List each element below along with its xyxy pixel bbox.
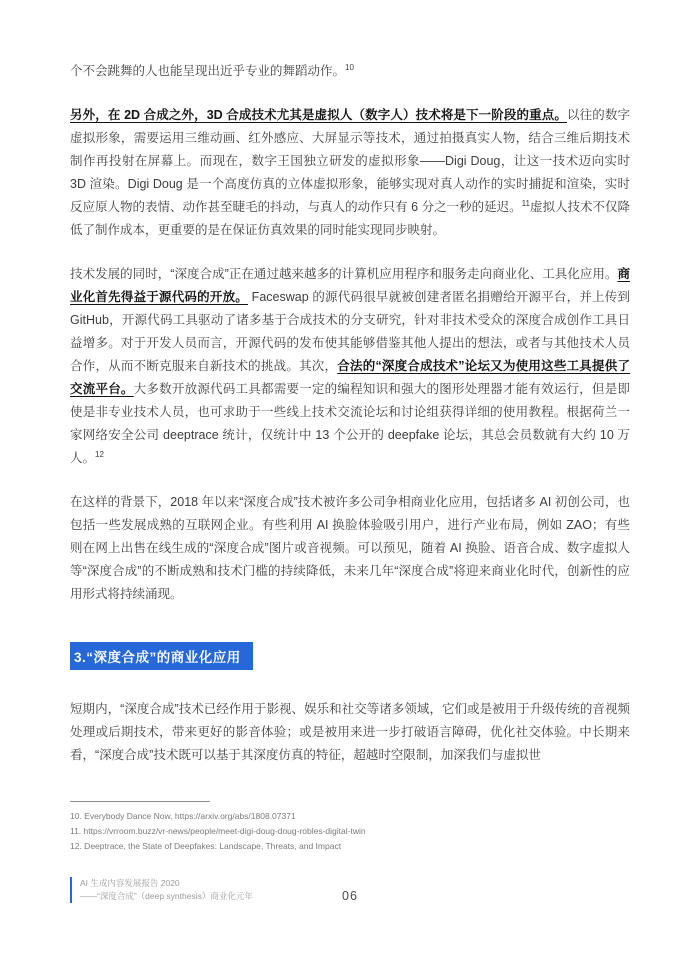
footnote-reference-12: 12 [95, 449, 104, 459]
body-text-run: 大多数开放源代码工具都需要一定的编程知识和强大的图形处理器才能有效运行，但是即使是非专业技术人员，也可求助于一些线上技术交流论坛和讨论组获得详细的使用教程。根据荷兰一家网络安全公司 deeptrace 统计，仅统计中 13 个公开的 deepfake 论坛，其总会员数就有大约 10 万人。 [70, 382, 630, 465]
body-text-run: 以往的数字虚拟形象，需要运用三维动画、红外感应、大屏显示等技术，通过拍摄真实人物，结合三维后期技术制作再投射在屏幕上。而现在，数字王国独立研发的虚拟形象——Digi Doug，让这一技术迈向实时 3D 渲染。Digi Doug 是一个高度仿真的立体虚拟形象，能够实现对真人动作的实时捕捉和渲染，实时反应原人物的表情、动作甚至睫毛的抖动，与真人的动作只有 6 分之一秒的延迟。 [70, 108, 630, 214]
body-paragraph-5 [70, 698, 630, 767]
footnote-item: 11. https://vrroom.buzz/vr-news/people/meet-digi-doug-doug-robles-digital-twin [70, 826, 366, 836]
body-text-run: Faceswap 的源代码很早就被创建者匿名捐赠给开源平台，并上传到 GitHub，开源代码工具驱动了诸多基于合成技术的分支研究，针对非技术受众的深度合成创作工具日益增多。对于开发人员而言，开源代码的发布使其能够借鉴其他人提出的想法，或者与其他技术人员合作，从而不断克服来自新技术的挑战。其次， [70, 290, 630, 373]
body-text-run: 在这样的背景下，2018 年以来“深度合成”技术被许多公司争相商业化应用，包括诸多 AI 初创公司，也包括一些发展成熟的互联网企业。有些利用 AI 换脸体验吸引用户，进行产业布局，例如 ZAO；有些则在网上出售在线生成的“深度合成”图片或音视频。可以预见，随着 AI 换脸、语音合成、数字虚拟人等“深度合成”的不断成熟和技术门槛的持续降低，未来几年“深度合成”将迎来商业化时代，创新性的应用形式将持续涌现。 [70, 495, 630, 601]
body-text-run: 个不会跳舞的人也能呈现出近乎专业的舞蹈动作。 [70, 64, 346, 78]
body-paragraph-1 [70, 60, 630, 83]
body-paragraph-2 [70, 104, 630, 242]
section-heading-wrap [70, 642, 630, 670]
footnote-separator [70, 801, 210, 802]
body-paragraph-4 [70, 491, 630, 606]
emphasis-run: 商业化首先得益于源代码的开放。 [70, 267, 630, 304]
report-subtitle: ——“深度合成”（deep synthesis）商业化元年 [80, 891, 253, 901]
footnote-reference-11: 11 [521, 198, 530, 208]
section-heading: 3.“深度合成”的商业化应用 [70, 642, 253, 670]
body-text-run: 虚拟人技术不仅降低了制作成本，更重要的是在保证仿真效果的同时能实现同步映射。 [70, 200, 630, 237]
footnotes-section [70, 809, 630, 854]
page-number: 06 [342, 889, 358, 903]
emphasis-run: 另外，在 2D 合成之外，3D 合成技术尤其是虚拟人（数字人）技术将是下一阶段的重点。 [70, 108, 567, 122]
footnote-reference-10: 10 [345, 62, 354, 72]
body-text-run: 技术发展的同时，“深度合成”正在通过越来越多的计算机应用程序和服务走向商业化、工具化应用。 [70, 267, 618, 281]
report-title: AI 生成内容发展报告 2020 [80, 878, 180, 888]
body-paragraph-3 [70, 263, 630, 470]
body-text-run: 短期内，“深度合成”技术已经作用于影视、娱乐和社交等诸多领域，它们或是被用于升级传统的音视频处理或后期技术，带来更好的影音体验；或是被用来进一步打破语言障碍，优化社交体验。中长期来看，“深度合成”技术既可以基于其深度仿真的特征，超越时空限制，加深我们与虚拟世 [70, 702, 630, 762]
footnote-item: 12. Deeptrace, the State of Deepfakes: Landscape, Threats, and Impact [70, 841, 342, 851]
footnote-item: 10. Everybody Dance Now, https://arxiv.org/abs/1808.07371 [70, 811, 296, 821]
page-content [70, 60, 630, 788]
emphasis-run: 合法的“深度合成技术”论坛又为使用这些工具提供了交流平台。 [70, 359, 630, 396]
